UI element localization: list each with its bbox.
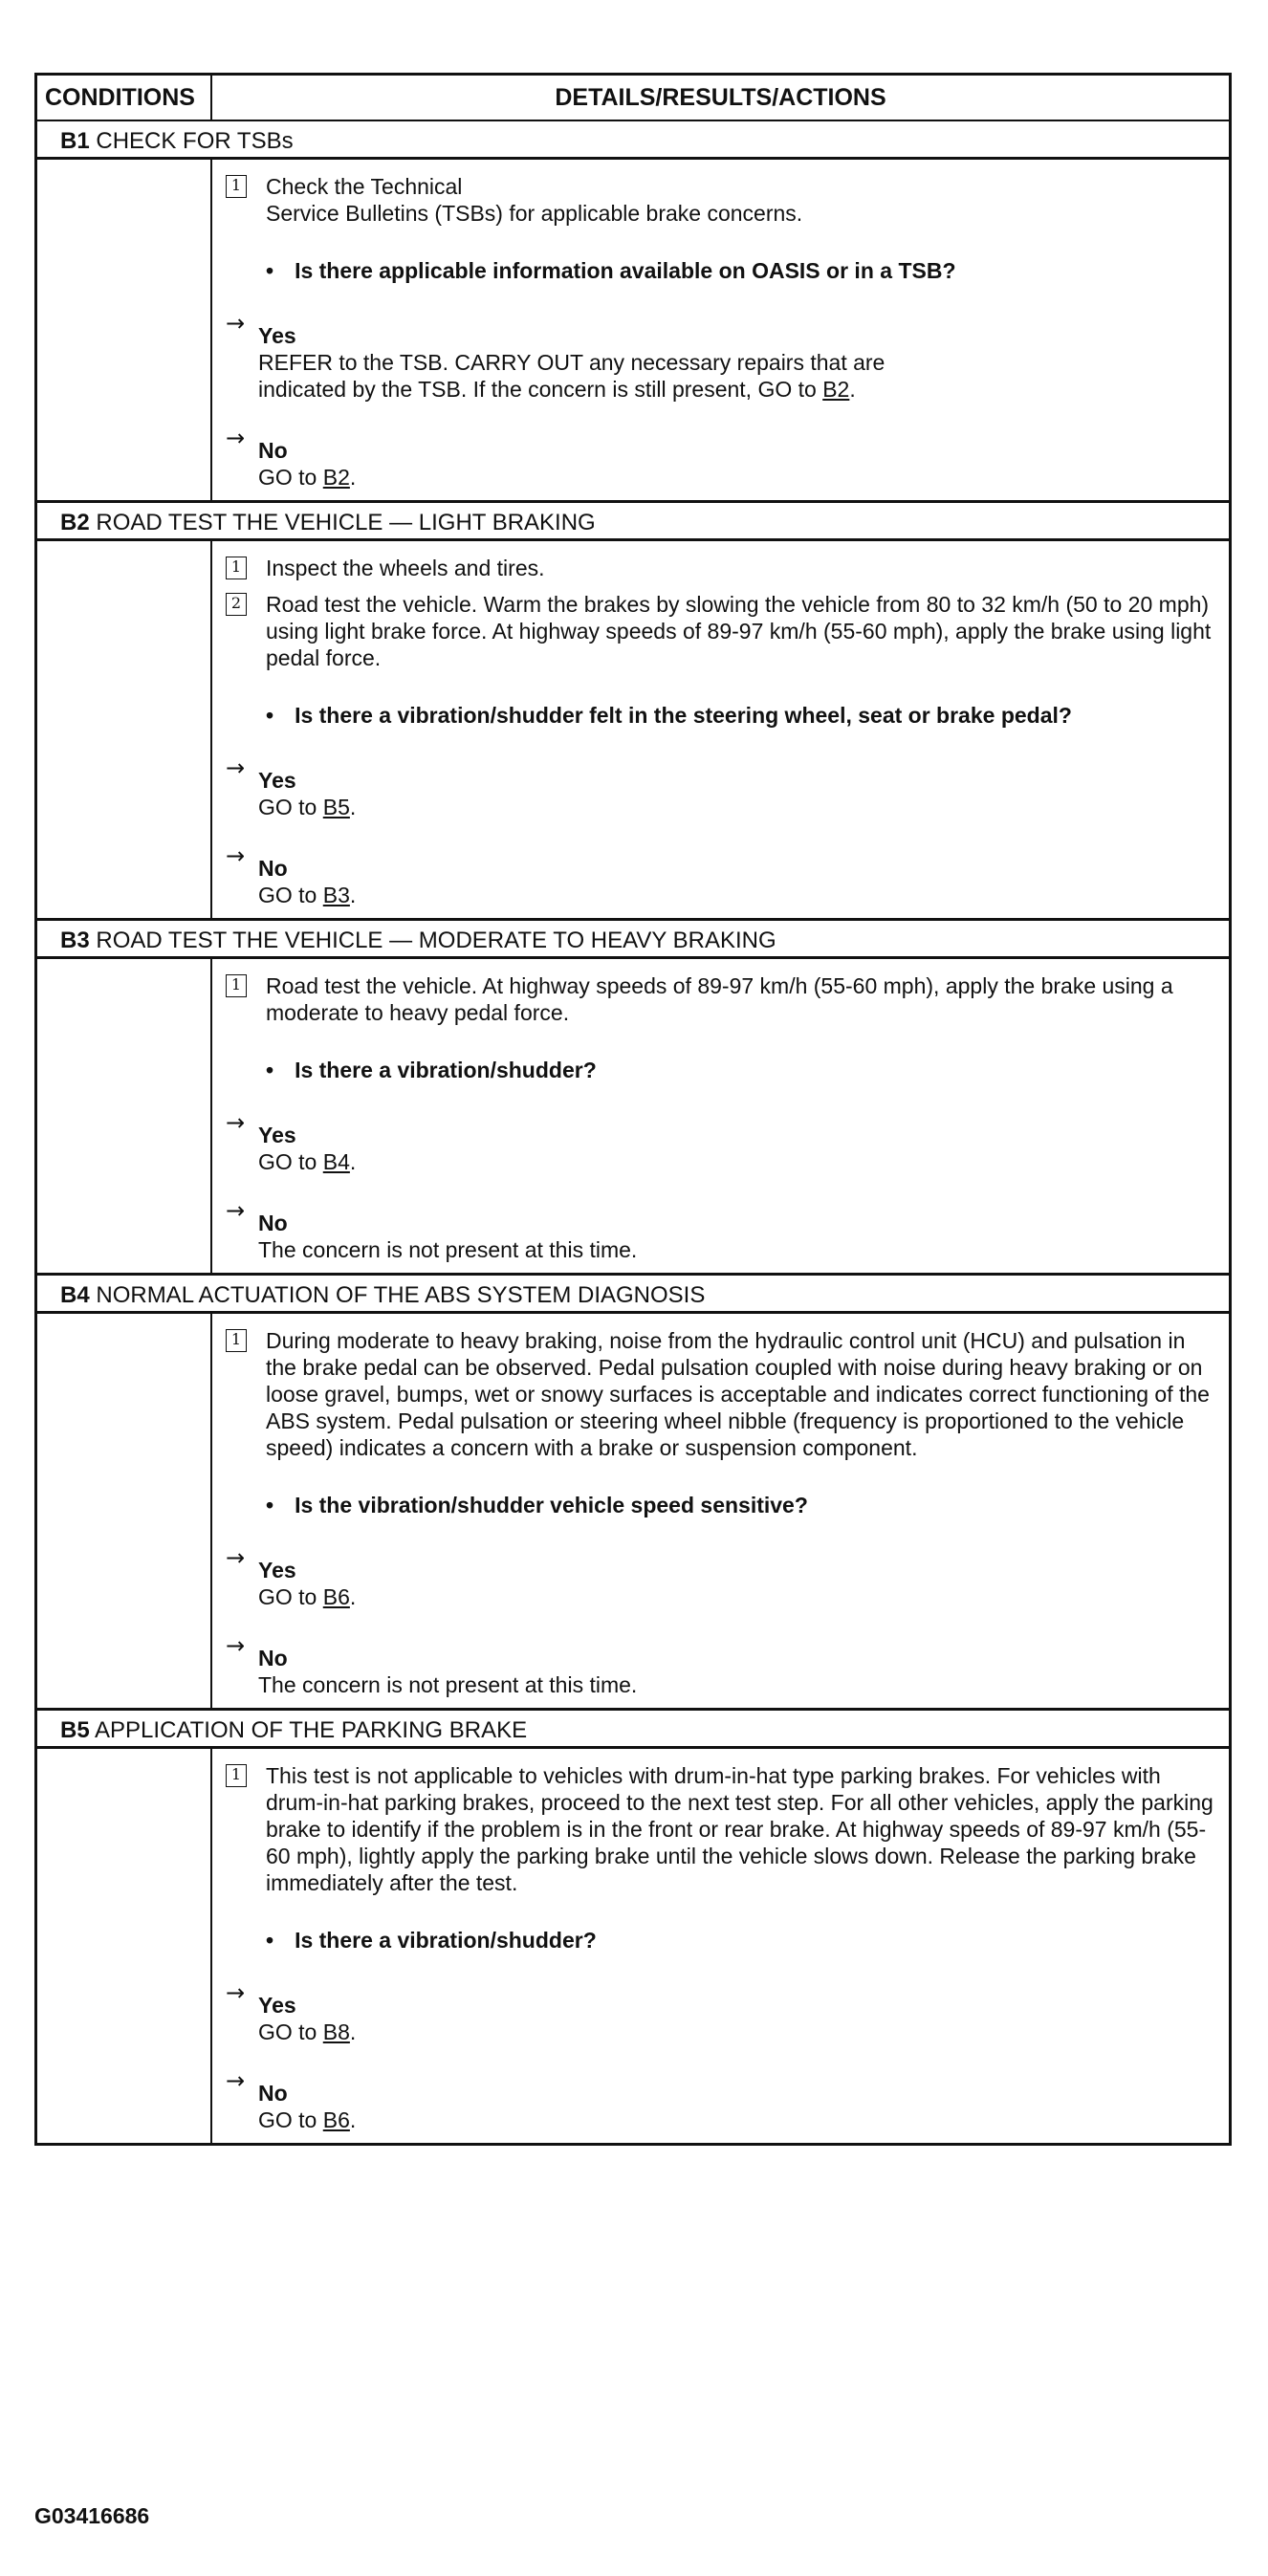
right-arrow-icon: → [226,1544,246,1571]
step-title-text: ROAD TEST THE VEHICLE — MODERATE TO HEAVY BRAKING [96,928,776,953]
answer-yes [226,754,1215,820]
answer-label: No [258,2081,288,2106]
answer-yes [226,1109,1215,1175]
answer-label: Yes [258,323,296,348]
instruction-text: Road test the vehicle. Warm the brakes by slowing the vehicle from 80 to 32 km/h (50 to 20 mph) using light brake force. At highway speeds of 89-97 km/h (55-60 mph), apply the brake using light pedal force. [266,592,1212,670]
answer-yes [226,1544,1215,1610]
answer-text-body: GO to [258,465,323,490]
answer-label: Yes [258,1558,296,1583]
answer-no [226,1632,1215,1698]
step-id: B1 [60,128,90,154]
step-title-b5 [37,1711,1229,1749]
details-cell [212,160,1229,500]
goto-link-b2[interactable]: B2 [322,465,350,490]
step-title-b4 [37,1276,1229,1314]
step-body-b5 [37,1749,1229,2143]
conditions-cell [37,1314,212,1708]
answer-text-body: GO to [258,795,323,819]
answer-no [226,2067,1215,2133]
answer-yes [226,310,1215,403]
conditions-cell [37,541,212,918]
goto-link-b6[interactable]: B6 [322,2107,350,2132]
step-number-box: 1 [226,1329,247,1352]
answer-label: No [258,856,288,881]
answer-text [226,1236,1215,1263]
step-body-b2 [37,541,1229,921]
step-body-b1 [37,160,1229,503]
bullet-icon: • [266,258,274,283]
question [266,1927,1215,1954]
answer-suffix: . [349,1149,357,1174]
instruction-text: This test is not applicable to vehicles with drum-in-hat type parking brakes. For vehicles with drum-in-hat parking brakes, proceed to the next test step. For all other vehicles, apply the parking brake to identify if the problem is in the front or rear brake. At highway speeds of 89-97 km/h (55-60 mph), lightly apply the parking brake until the vehicle slows down. Release the parking brake immediately after the test. [266,1763,1213,1895]
instruction [226,591,1215,671]
question-text: Is there a vibration/shudder? [295,1058,597,1082]
step-title-text: CHECK FOR TSBs [96,128,294,154]
details-cell [212,1314,1229,1708]
goto-link-b5[interactable]: B5 [322,795,350,819]
instruction [226,173,1215,227]
step-id: B5 [60,1717,90,1743]
answer-text [226,794,1215,820]
goto-link-b6[interactable]: B6 [322,1584,350,1609]
question [266,257,1215,284]
step-number-box: 1 [226,557,247,579]
answer-text [226,1148,1215,1175]
step-number-box: 1 [226,175,247,198]
answer-text [226,2107,1215,2133]
answer-text-body: GO to [258,2107,323,2132]
answer-suffix: . [349,465,357,490]
answer-no [226,427,1215,491]
answer-text-body: The concern is not present at this time. [258,1672,638,1697]
answer-suffix: . [849,377,856,402]
answer-no [226,842,1215,908]
details-cell [212,959,1229,1273]
goto-link-b3[interactable]: B3 [322,883,350,907]
answer-text-body: GO to [258,1584,323,1609]
step-number-box: 1 [226,1764,247,1787]
answer-label: No [258,1646,288,1670]
answer-text [226,1583,1215,1610]
step-title-text: NORMAL ACTUATION OF THE ABS SYSTEM DIAGNOSIS [96,1282,706,1308]
question-text: Is the vibration/shudder vehicle speed sensitive? [295,1493,808,1517]
question [266,702,1215,729]
answer-text [226,349,1215,403]
answer-label: Yes [258,1993,296,2018]
step-id: B2 [60,510,90,535]
question [266,1057,1215,1083]
answer-text-body: The concern is not present at this time. [258,1237,638,1262]
right-arrow-icon: → [226,842,246,869]
right-arrow-icon: → [226,1632,246,1659]
details-header: DETAILS/RESULTS/ACTIONS [555,83,886,111]
right-arrow-icon: → [226,1109,246,1136]
bullet-icon: • [266,703,274,728]
answer-text-body: GO to [258,883,323,907]
step-number-box: 1 [226,974,247,997]
question [266,1492,1215,1518]
answer-text-body: REFER to the TSB. CARRY OUT any necessary repairs that are indicated by the TSB. If the concern is still present, GO to [258,350,885,402]
details-cell [212,541,1229,918]
right-arrow-icon: → [226,310,246,337]
figure-code: G03416686 [34,2503,150,2528]
instruction-text: Road test the vehicle. At highway speeds of 89-97 km/h (55-60 mph), apply the brake using a moderate to heavy pedal force. [266,973,1173,1025]
step-title-text: ROAD TEST THE VEHICLE — LIGHT BRAKING [96,510,596,535]
step-body-b3 [37,959,1229,1276]
instruction [226,555,1215,581]
answer-text [226,464,1215,491]
step-title-b1 [37,121,1229,160]
table-header [37,76,1229,121]
answer-no [226,1197,1215,1263]
answer-text-body: GO to [258,1149,323,1174]
answer-suffix: . [349,1584,357,1609]
goto-link-b8[interactable]: B8 [322,2019,350,2044]
conditions-header: CONDITIONS [37,76,212,120]
instruction [226,972,1215,1026]
conditions-cell [37,1749,212,2143]
step-title-b2 [37,503,1229,541]
answer-suffix: . [349,2107,357,2132]
step-title-text: APPLICATION OF THE PARKING BRAKE [95,1717,528,1743]
answer-text [226,2019,1215,2045]
right-arrow-icon: → [226,1979,246,2006]
instruction-text: Check the Technical Service Bulletins (TSBs) for applicable brake concerns. [266,174,803,226]
answer-yes [226,1979,1215,2045]
right-arrow-icon: → [226,754,246,781]
question-text: Is there applicable information available on OASIS or in a TSB? [295,258,956,283]
instruction-text: Inspect the wheels and tires. [266,556,545,580]
answer-text [226,882,1215,908]
step-id: B3 [60,928,90,953]
right-arrow-icon: → [226,2067,246,2094]
instruction-text: During moderate to heavy braking, noise from the hydraulic control unit (HCU) and pulsation in the brake pedal can be observed. Pedal pulsation coupled with noise during heavy braking or on loose gravel, bumps, wet or snowy surfaces is acceptable and indicates correct functioning of the ABS system. Pedal pulsation or steering wheel nibble (frequency is proportioned to the vehicle speed) indicates a concern with a brake or suspension component. [266,1328,1210,1460]
diagnosis-table [34,73,1232,2146]
goto-link-b2[interactable]: B2 [822,377,850,402]
steps-container [37,121,1229,2143]
answer-suffix: . [349,795,357,819]
bullet-icon: • [266,1058,274,1082]
question-text: Is there a vibration/shudder felt in the steering wheel, seat or brake pedal? [295,703,1072,728]
question-text: Is there a vibration/shudder? [295,1928,597,1953]
answer-label: No [258,438,288,463]
answer-text-body: GO to [258,2019,323,2044]
conditions-cell [37,160,212,500]
step-title-b3 [37,921,1229,959]
answer-label: Yes [258,1123,296,1147]
details-cell [212,1749,1229,2143]
answer-suffix: . [349,883,357,907]
right-arrow-icon: → [226,425,246,451]
answer-label: Yes [258,768,296,793]
step-id: B4 [60,1282,90,1308]
step-body-b4 [37,1314,1229,1711]
step-number-box: 2 [226,593,247,616]
goto-link-b4[interactable]: B4 [322,1149,350,1174]
instruction [226,1762,1215,1896]
answer-label: No [258,1211,288,1235]
instruction [226,1327,1215,1461]
bullet-icon: • [266,1493,274,1517]
answer-text [226,1671,1215,1698]
answer-suffix: . [349,2019,357,2044]
right-arrow-icon: → [226,1197,246,1224]
bullet-icon: • [266,1928,274,1953]
conditions-cell [37,959,212,1273]
